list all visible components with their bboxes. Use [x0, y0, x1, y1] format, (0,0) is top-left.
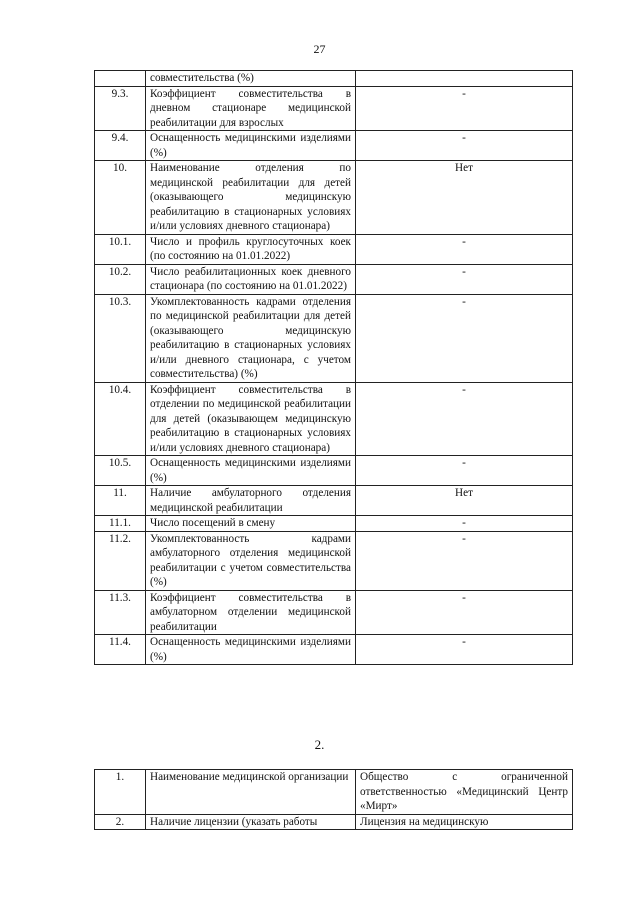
- row-value: -: [356, 590, 573, 635]
- table-row: [95, 294, 573, 382]
- row-number: 11.: [95, 486, 146, 516]
- table-row: [95, 456, 573, 486]
- table-row: [95, 486, 573, 516]
- row-number: [95, 71, 146, 87]
- page-number: 27: [313, 42, 326, 56]
- row-indicator: Укомплектованность кадрами амбулаторного отделения медицинской реабилитации с учетом совместительства (%): [146, 531, 356, 590]
- table-row: [95, 590, 573, 635]
- row-value: -: [356, 131, 573, 161]
- row-number: 9.3.: [95, 86, 146, 131]
- row-value: -: [356, 382, 573, 456]
- row-value: -: [356, 516, 573, 532]
- table-row: [95, 814, 573, 830]
- row-number: 11.3.: [95, 590, 146, 635]
- row-indicator: Число и профиль круглосуточных коек (по состоянию на 01.01.2022): [146, 234, 356, 264]
- row-number: 2.: [95, 814, 146, 830]
- row-indicator: Число посещений в смену: [146, 516, 356, 532]
- row-indicator: Оснащенность медицинскими изделиями (%): [146, 456, 356, 486]
- table-row: [95, 161, 573, 235]
- section-number: 2.: [314, 737, 325, 752]
- organization-table: [94, 769, 573, 830]
- row-indicator: совместительства (%): [146, 71, 356, 87]
- row-value: Нет: [356, 161, 573, 235]
- table-row: [95, 382, 573, 456]
- row-number: 11.4.: [95, 635, 146, 665]
- row-number: 10.1.: [95, 234, 146, 264]
- table-row: [95, 770, 573, 815]
- row-value: Лицензия на медицинскую: [356, 814, 573, 830]
- row-indicator: Число реабилитационных коек дневного стационара (по состоянию на 01.01.2022): [146, 264, 356, 294]
- row-value: -: [356, 531, 573, 590]
- row-indicator: Наименование медицинской организации: [146, 770, 356, 815]
- row-value: -: [356, 294, 573, 382]
- row-indicator: Коэффициент совместительства в амбулаторном отделении медицинской реабилитации: [146, 590, 356, 635]
- table-row: [95, 531, 573, 590]
- row-number: 10.5.: [95, 456, 146, 486]
- row-value: -: [356, 86, 573, 131]
- row-number: 10.2.: [95, 264, 146, 294]
- table-row: [95, 516, 573, 532]
- row-number: 10.3.: [95, 294, 146, 382]
- row-value: -: [356, 635, 573, 665]
- row-number: 10.: [95, 161, 146, 235]
- row-indicator: Наличие лицензии (указать работы: [146, 814, 356, 830]
- table-row: [95, 234, 573, 264]
- row-number: 10.4.: [95, 382, 146, 456]
- row-indicator: Коэффициент совместительства в дневном стационаре медицинской реабилитации для взрослых: [146, 86, 356, 131]
- row-value: -: [356, 234, 573, 264]
- table-row: [95, 131, 573, 161]
- row-value: Нет: [356, 486, 573, 516]
- row-value: Общество с ограниченной ответственностью «Медицинский Центр «Мирт»: [356, 770, 573, 815]
- table-row: [95, 264, 573, 294]
- row-indicator: Коэффициент совместительства в отделении по медицинской реабилитации для детей (оказывающем медицинскую реабилитацию в стационарных условиях и/или условиях дневного стационара): [146, 382, 356, 456]
- row-indicator: Оснащенность медицинскими изделиями (%): [146, 131, 356, 161]
- row-value: [356, 71, 573, 87]
- row-value: -: [356, 264, 573, 294]
- row-indicator: Оснащенность медицинскими изделиями (%): [146, 635, 356, 665]
- row-number: 9.4.: [95, 131, 146, 161]
- row-number: 1.: [95, 770, 146, 815]
- row-indicator: Укомплектованность кадрами отделения по медицинской реабилитации для детей (оказывающего медицинскую реабилитацию в стационарных условиях и/или дневного стационара, с учетом совместительства) (%): [146, 294, 356, 382]
- indicators-table: [94, 70, 573, 665]
- table-row: [95, 71, 573, 87]
- table-row: [95, 86, 573, 131]
- row-indicator: Наличие амбулаторного отделения медицинской реабилитации: [146, 486, 356, 516]
- table-row: [95, 635, 573, 665]
- row-value: -: [356, 456, 573, 486]
- row-indicator: Наименование отделения по медицинской реабилитации для детей (оказывающего медицинскую реабилитацию в стационарных условиях и/или условиях дневного стационара): [146, 161, 356, 235]
- row-number: 11.2.: [95, 531, 146, 590]
- row-number: 11.1.: [95, 516, 146, 532]
